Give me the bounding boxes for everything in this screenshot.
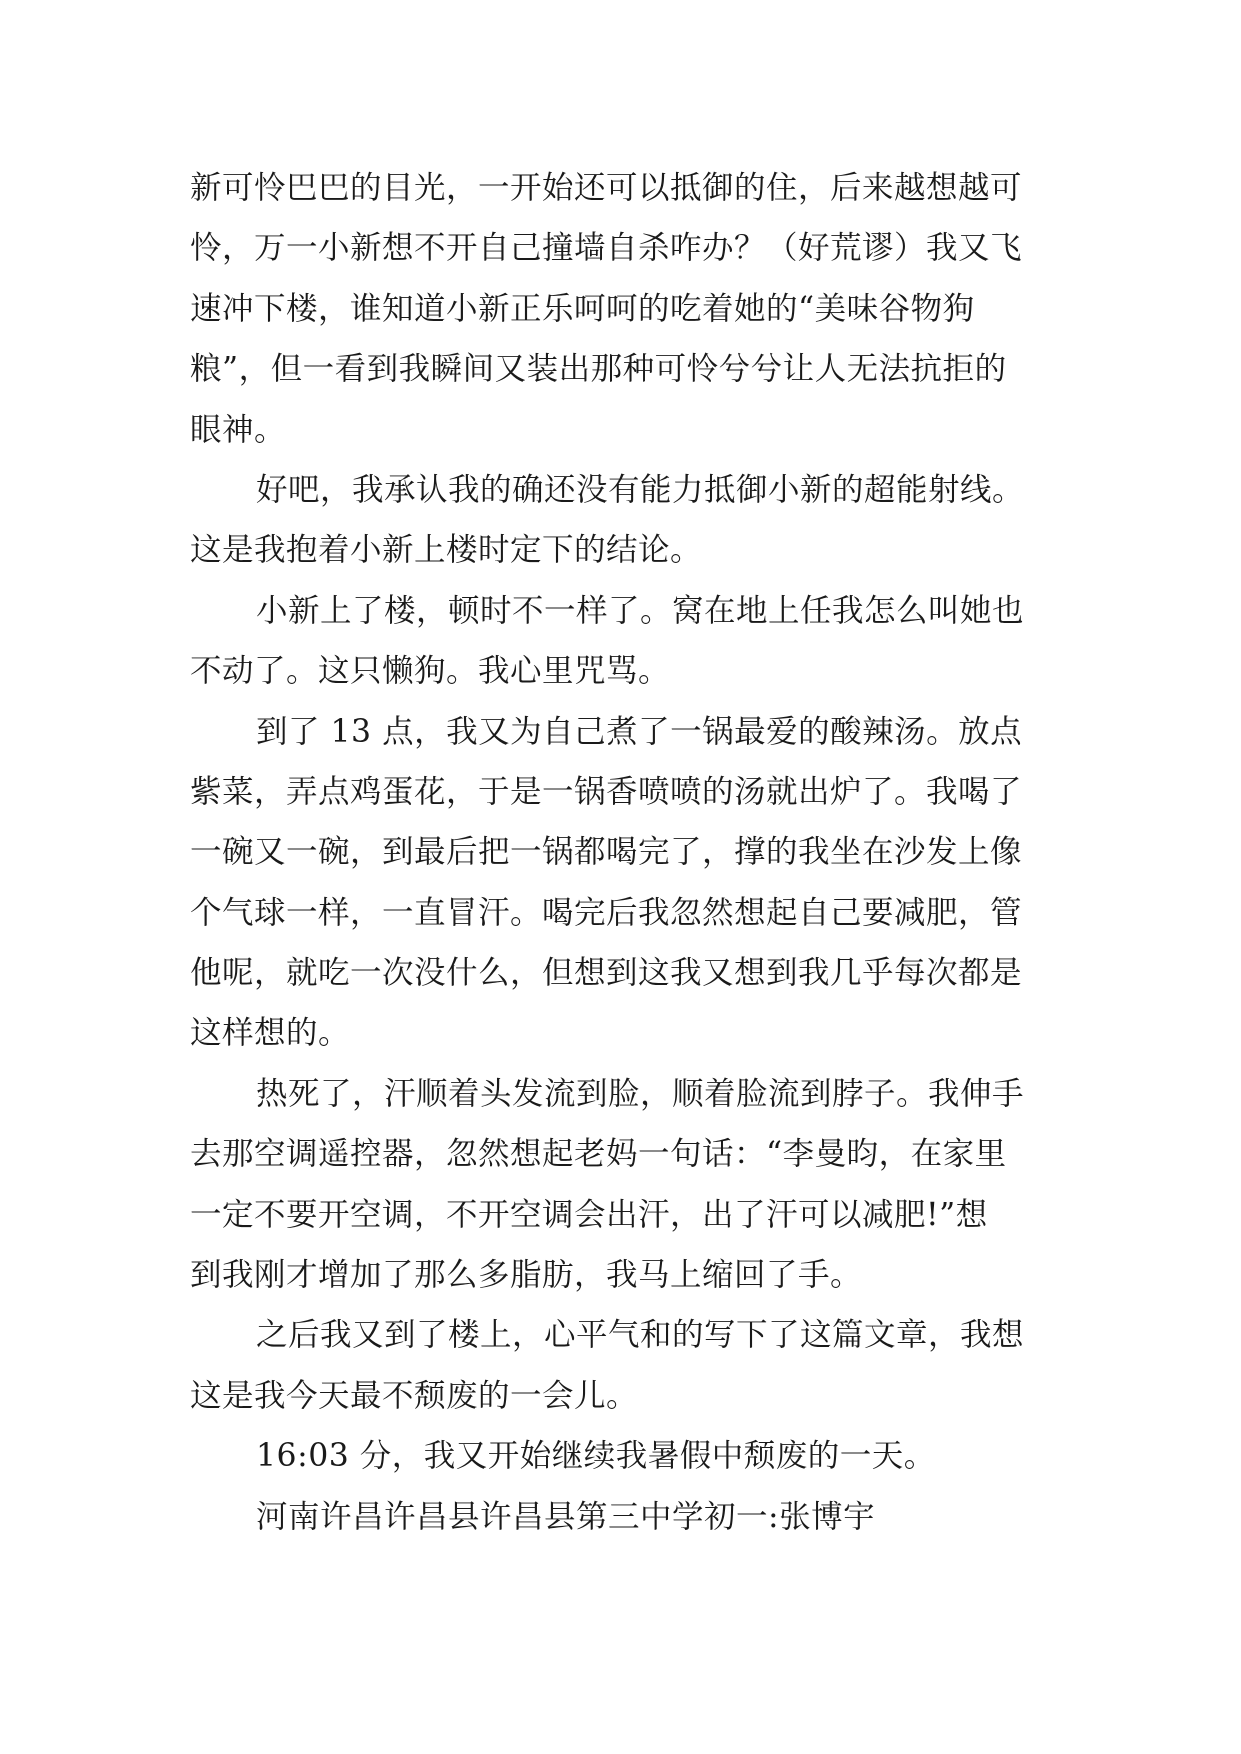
- text-line: 之后我又到了楼上，心平气和的写下了这篇文章，我想: [256, 1317, 1025, 1354]
- text-line: 好吧，我承认我的确还没有能力抵御小新的超能射线。: [256, 471, 1025, 508]
- text-line: 这是我抱着小新上楼时定下的结论。: [190, 532, 703, 569]
- text-line: 河南许昌许昌县许昌县第三中学初一:张博宇: [256, 1498, 876, 1535]
- text-line: 怜，万一小新想不开自己撞墙自杀咋办？（好荒谬）我又飞: [190, 230, 1023, 267]
- text-line: 热死了，汗顺着头发流到脸，顺着脸流到脖子。我伸手: [256, 1075, 1025, 1112]
- document-body: [190, 158, 1060, 1547]
- text-line: 粮”，但一看到我瞬间又装出那种可怜兮兮让人无法抗拒的: [190, 351, 1007, 388]
- text-line: 16:03 分，我又开始继续我暑假中颓废的一天。: [256, 1438, 936, 1475]
- text-line: 一碗又一碗，到最后把一锅都喝完了，撑的我坐在沙发上像: [190, 834, 1023, 871]
- text-line: 紫菜，弄点鸡蛋花，于是一锅香喷喷的汤就出炉了。我喝了: [190, 773, 1023, 810]
- text-line: 到了 13 点，我又为自己煮了一锅最爱的酸辣汤。放点: [256, 713, 1023, 750]
- text-line: 一定不要开空调，不开空调会出汗，出了汗可以减肥!”想: [190, 1196, 988, 1233]
- text-line: 小新上了楼，顿时不一样了。窝在地上任我怎么叫她也: [256, 592, 1025, 629]
- text-line: 到我刚才增加了那么多脂肪，我马上缩回了手。: [190, 1257, 863, 1294]
- text-line: 这是我今天最不颓废的一会儿。: [190, 1377, 639, 1414]
- text-line: 个气球一样，一直冒汗。喝完后我忽然想起自己要减肥，管: [190, 894, 1023, 931]
- text-line: 不动了。这只懒狗。我心里咒骂。: [190, 653, 671, 690]
- text-line: 速冲下楼，谁知道小新正乐呵呵的吃着她的“美味谷物狗: [190, 290, 975, 327]
- text-line: 新可怜巴巴的目光，一开始还可以抵御的住，后来越想越可: [190, 170, 1023, 206]
- text-line: 去那空调遥控器，忽然想起老妈一句话：“李曼昀，在家里: [190, 1136, 1007, 1173]
- text-line: 这样想的。: [190, 1015, 351, 1052]
- text-line: 眼神。: [190, 411, 287, 448]
- text-line: 他呢，就吃一次没什么，但想到这我又想到我几乎每次都是: [190, 955, 1023, 992]
